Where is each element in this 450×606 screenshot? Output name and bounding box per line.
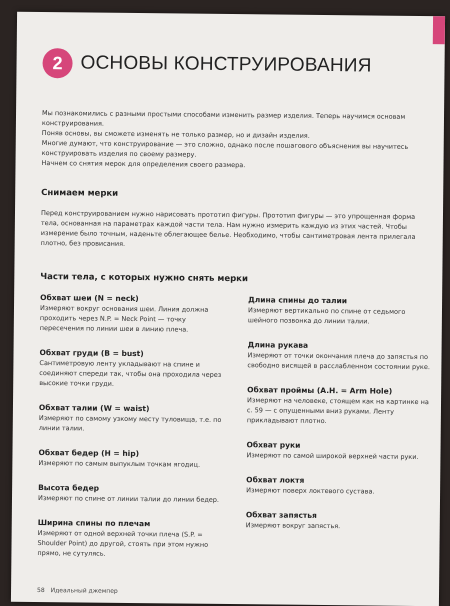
intro-paragraph: Начнем со снятия мерок для определения своего размера. [41,159,246,170]
intro-paragraph: Мы познакомились с разными простыми способами изменить размер изделия. Теперь научимся основам конструирования. [41,109,406,128]
measurement-title: Обхват груди (B = bust) [39,348,144,359]
measurement-title: Обхват бедер (H = hip) [38,448,140,459]
chapter-title: ОСНОВЫ КОНСТРУИРОВАНИЯ [80,52,372,77]
measurement-title: Высота бедер [38,483,100,493]
measurement-item [37,517,222,560]
measurement-description: Измеряют по самым выпуклым точкам ягодиц. [38,459,201,469]
page-corner-tab [433,16,445,44]
page-footer [37,587,118,595]
measurement-description: Измеряют по самой широкой верхней части руки. [246,451,419,462]
measurement-description: Измеряют вокруг запястья. [245,521,341,531]
book-page [11,12,445,606]
measurement-description: Измеряют вертикально по спине от седьмого шейного позвонка до линии талии. [247,306,406,326]
measurement-item [39,347,224,390]
measurement-title: Обхват локтя [246,475,305,485]
measurement-title: Обхват руки [246,440,301,450]
measurement-description: Измеряют поверх локтевого сустава. [246,486,375,496]
measurement-item [247,339,432,372]
intro-paragraph: Поняв основы, вы сможете изменять не только размер, но и дизайн изделия. [41,129,310,140]
measurement-title: Обхват шеи (N = neck) [40,293,139,304]
measurement-item [38,447,223,470]
measurement-item [40,292,225,335]
right-column [246,294,434,546]
left-column [37,292,225,574]
measurement-item [38,482,223,505]
intro-text [41,108,434,172]
measurement-item [248,294,433,327]
measure-section-text: Перед конструированием нужно нарисовать прототип фигуры. Прототип фигуры — это упрощенная форма тела, основанная на параметрах каждой части тела. Нам нужно измерить каждую из этих частей. Чтобы измерение было точным, наденьте облегающее белье. Необходимо, чтобы сантиметровая лента прилегала плотно, без провисания. [40,209,416,248]
measurement-description: Измеряют от одной верхней точки плеча (S.P. = Shoulder Point) до другой, стоять при этом нужно прямо, не сутулясь. [37,529,209,558]
chapter-number-badge: 2 [42,48,72,78]
measurement-description: Сантиметровую ленту укладывают на спине и соединяют спереди так, чтобы она проходила через высокие точки груди. [39,359,222,388]
measurement-description: Измеряют вокруг основания шеи. Линия должна проходить через N.P. = Neck Point — точку пересечения по линии шеи в линию плеча. [39,304,209,334]
measurement-description: Измеряют на человеке, стоящем как на картинке на с. 59 — с опущенными вниз руками. Ленту прикладывают плотно. [246,396,429,426]
measurement-item [246,509,431,532]
measurement-description: Измеряют по спине от линии талии до линии бедер. [37,494,220,504]
measurement-item [39,402,224,435]
measurement-item [246,474,431,497]
measurement-title: Длина спины до талии [248,295,348,306]
measurement-title: Обхват талии (W = waist) [38,403,150,414]
measurement-item [246,439,431,462]
page-number: 58 [37,587,45,595]
measurement-description: Измеряют от точки окончания плеча до запястья по свободно висящей в расслабленном состоянии руке. [247,351,430,372]
book-title: Идеальный джемпер [50,587,118,595]
measurement-title: Длина рукава [247,340,309,350]
intro-paragraph: Многие думают, что конструирование — это сложно, однако после пошагового объяснения вы научитесь конструировать изделия по своему размеру. [41,139,409,159]
measurement-description: Измеряют по самому узкому месту туловища, т.е. по линии талии. [38,414,222,433]
measurement-item [247,384,432,427]
measurement-title: Ширина спины по плечам [37,518,151,529]
body-parts-heading: Части тела, с которых нужно снять мерки [40,272,248,285]
measurement-title: Обхват проймы (A.H. = Arm Hole) [247,385,393,396]
measure-section-heading: Снимаем мерки [41,188,119,199]
measurement-title: Обхват запястья [245,510,317,520]
chapter-header [42,48,371,81]
